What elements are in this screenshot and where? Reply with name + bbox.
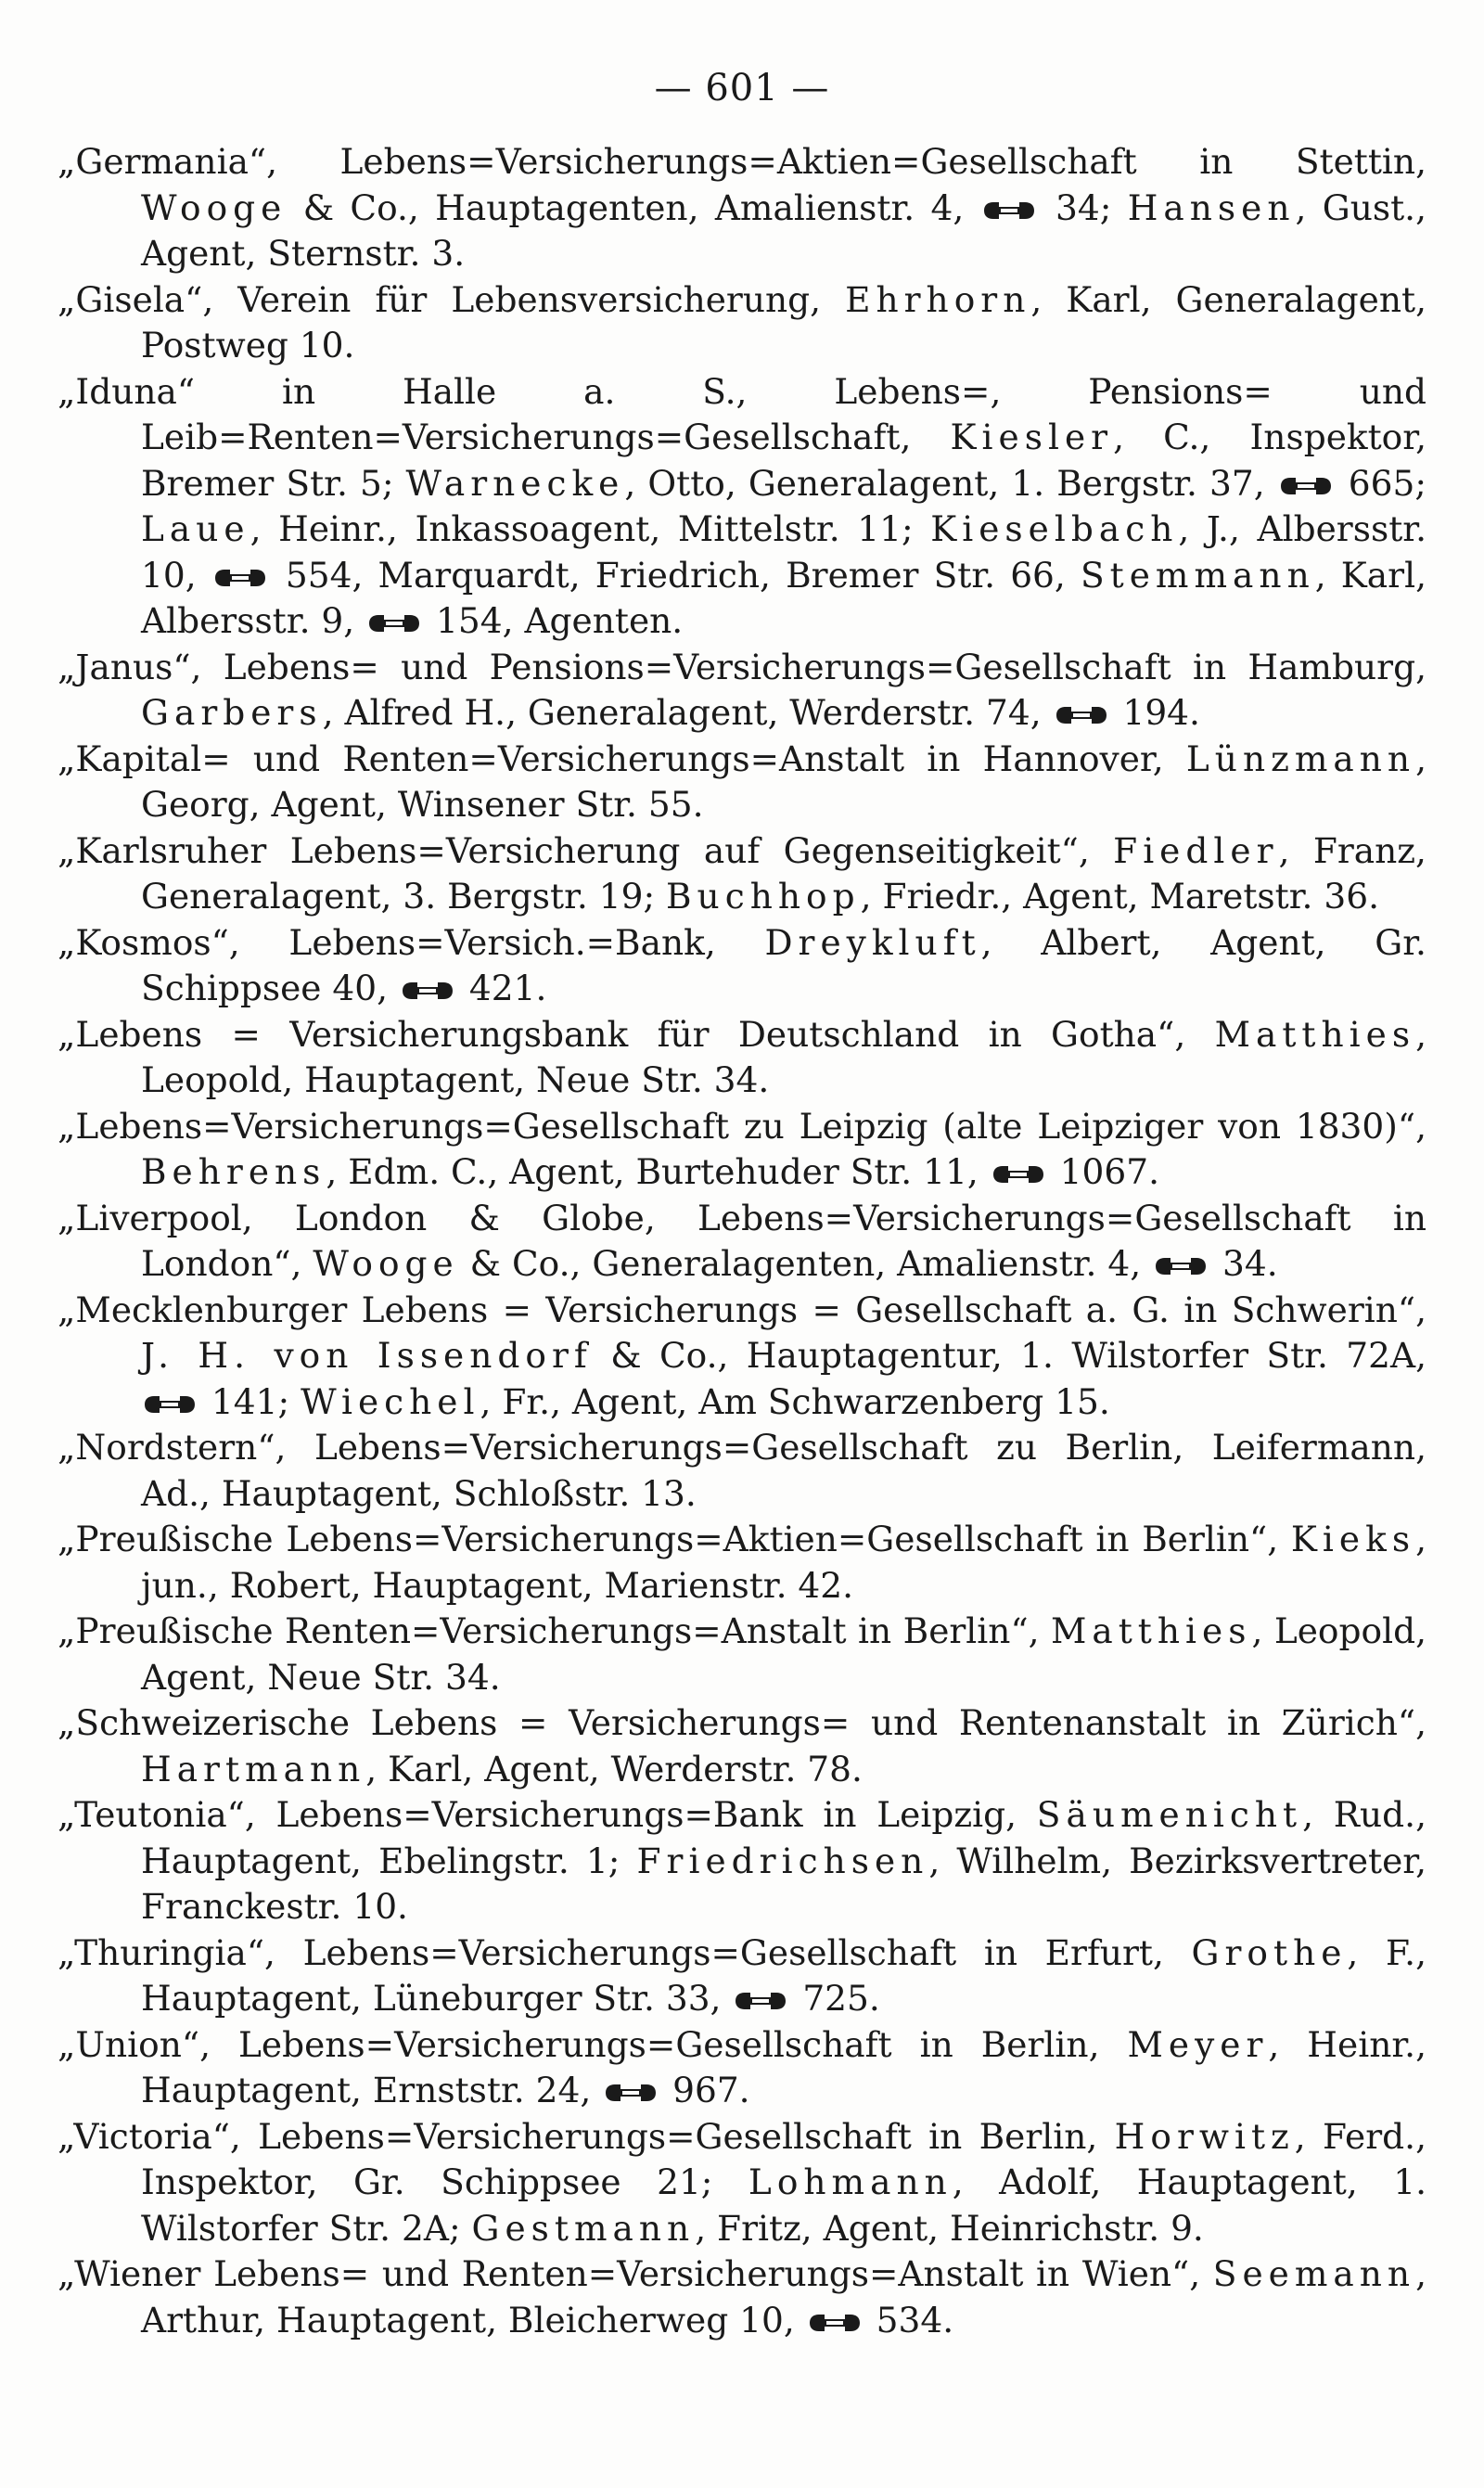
telephone-icon: [143, 1393, 197, 1416]
directory-entry: [58, 1609, 1426, 1700]
entry-text: , Karl, Generalagent, Postweg 10.: [141, 278, 1427, 366]
entry-text: 194.: [1122, 692, 1200, 733]
directory-entry: [58, 2251, 1426, 2343]
directory-entry: [58, 2114, 1426, 2252]
entry-name-spaced: Stemmann: [1080, 554, 1315, 596]
entry-text: „Preußische Renten=Versicherungs=Anstalt in Berlin“,: [58, 1610, 1051, 1651]
entry-name-spaced: Kieselbach: [930, 508, 1179, 549]
entry-text: „Kosmos“, Lebens=Versich.=Bank,: [58, 921, 765, 963]
entry-text: „Teutonia“, Lebens=Versicherungs=Bank in Leipzig,: [58, 1794, 1037, 1835]
entry-name-spaced: Dreykluft: [764, 921, 981, 963]
directory-entry: [58, 1930, 1426, 2022]
directory-entry: [58, 139, 1426, 277]
entry-text: , F., Hauptagent, Lüneburger Str. 33,: [141, 1931, 1427, 2019]
entry-text: 154, Agenten.: [436, 600, 684, 641]
entry-text: 725.: [802, 1978, 880, 2019]
entry-text: „Wiener Lebens= und Renten=Versicherungs=Anstalt in Wien“,: [58, 2253, 1213, 2294]
entry-text: , Heinr., Hauptagent, Ernststr. 24,: [141, 2023, 1426, 2110]
entry-text: „Liverpool, London & Globe, Lebens=Versicherungs=Gesellschaft in London“,: [58, 1197, 1426, 1284]
entry-text: & Co., Generalagenten, Amalienstr. 4,: [458, 1243, 1153, 1284]
entry-text: , Alfred H., Generalagent, Werderstr. 74,: [322, 692, 1053, 733]
entry-name-spaced: Matthies: [1214, 1013, 1416, 1055]
directory-entry: [58, 2022, 1426, 2114]
directory-entry: [58, 1196, 1426, 1288]
entry-text: 1067.: [1059, 1151, 1159, 1192]
entry-text: , Fritz, Agent, Heinrichstr. 9.: [695, 2207, 1204, 2249]
entry-name-spaced: Laue: [141, 508, 250, 549]
entry-text: „Lebens=Versicherungs=Gesellschaft zu Leipzig (alte Leipziger von 1830)“,: [58, 1105, 1426, 1147]
entry-name-spaced: Wiechel: [301, 1380, 480, 1422]
entry-name-spaced: Buchhop: [666, 876, 861, 917]
telephone-icon: [1055, 704, 1108, 726]
entry-text: , jun., Robert, Hauptagent, Marienstr. 42.: [141, 1519, 1426, 1606]
entry-text: , Otto, Generalagent, 1. Bergstr. 37,: [624, 462, 1277, 504]
entry-name-spaced: Säumenicht: [1036, 1794, 1303, 1835]
entry-text: „Victoria“, Lebens=Versicherungs=Gesellschaft in Berlin,: [58, 2115, 1115, 2157]
entry-text: „Union“, Lebens=Versicherungs=Gesellschaft in Berlin,: [58, 2023, 1128, 2065]
entry-name-spaced: Garbers: [141, 692, 323, 733]
entry-name-spaced: Behrens: [141, 1151, 326, 1192]
entry-name-spaced: Horwitz: [1114, 2115, 1295, 2157]
directory-entry: [58, 645, 1426, 737]
entry-text: , Wilhelm, Bezirksvertreter, Franckestr. 10.: [141, 1840, 1426, 1927]
telephone-icon: [982, 199, 1036, 222]
entry-text: , Heinr., Inkassoagent, Mittelstr. 11;: [249, 508, 931, 549]
directory-entry: [58, 1288, 1426, 1426]
entry-name-spaced: Hartmann: [141, 1748, 366, 1789]
entry-text: 421.: [468, 968, 547, 1008]
entry-text: „Germania“, Lebens=Versicherungs=Aktien=Gesellschaft in Stettin,: [58, 141, 1426, 182]
entry-name-spaced: J. H. von Issendorf: [141, 1335, 593, 1376]
entry-name-spaced: Lünzmann: [1185, 737, 1416, 779]
entry-name-spaced: Friedrichsen: [636, 1840, 929, 1881]
directory-entry: [58, 1792, 1426, 1930]
entry-text: , Karl, Agent, Werderstr. 78.: [365, 1748, 863, 1789]
telephone-icon: [367, 612, 421, 635]
entry-text: , Edm. C., Agent, Burtehuder Str. 11,: [326, 1151, 990, 1192]
telephone-icon: [604, 2082, 658, 2104]
telephone-icon: [734, 1990, 787, 2012]
directory-entry: [58, 1425, 1426, 1517]
entry-name-spaced: Meyer: [1127, 2023, 1269, 2065]
entry-text: , Adolf, Hauptagent, 1. Wilstorfer Str. 2A;: [141, 2161, 1427, 2249]
entry-text: , Rud., Hauptagent, Ebelingstr. 1;: [141, 1794, 1426, 1881]
entry-text: „Gisela“, Verein für Lebensversicherung,: [58, 278, 846, 320]
entry-text: , Arthur, Hauptagent, Bleicherweg 10,: [141, 2253, 1426, 2341]
entry-text: , Franz, Generalagent, 3. Bergstr. 19;: [141, 829, 1426, 917]
entry-text: „Janus“, Lebens= und Pensions=Versicherungs=Gesellschaft in Hamburg,: [58, 646, 1426, 687]
telephone-icon: [1279, 475, 1333, 497]
entry-text: „Karlsruher Lebens=Versicherung auf Gegenseitigkeit“,: [58, 829, 1114, 871]
telephone-icon: [991, 1163, 1045, 1186]
entry-text: , C., Inspektor, Bremer Str. 5;: [141, 417, 1426, 504]
entry-text: , Leopold, Hauptagent, Neue Str. 34.: [141, 1013, 1426, 1100]
entry-text: 534.: [876, 2299, 954, 2341]
entry-name-spaced: Hansen: [1127, 186, 1296, 228]
directory-entry: [58, 1517, 1426, 1609]
entry-text: , Leopold, Agent, Neue Str. 34.: [141, 1610, 1426, 1698]
directory-entry: [58, 920, 1426, 1012]
entry-text: 554, Marquardt, Friedrich, Bremer Str. 66,: [285, 554, 1081, 596]
telephone-icon: [808, 2312, 862, 2334]
entry-text: „Preußische Lebens=Versicherungs=Aktien=Gesellschaft in Berlin“,: [58, 1519, 1291, 1559]
entry-name-spaced: Seemann: [1212, 2253, 1416, 2294]
entry-text: 34.: [1222, 1243, 1278, 1284]
entry-text: „Kapital= und Renten=Versicherungs=Anstalt in Hannover,: [58, 737, 1186, 779]
entry-text: , Albert, Agent, Gr. Schippsee 40,: [141, 921, 1426, 1008]
page-number: — 601 —: [654, 67, 830, 109]
directory-entry: [58, 1700, 1426, 1792]
entry-name-spaced: Kieks: [1290, 1519, 1416, 1559]
entry-text: & Co., Hauptagenten, Amalienstr. 4,: [287, 186, 980, 228]
entry-name-spaced: Kiesler: [950, 417, 1114, 457]
entry-text: „Iduna“ in Halle a. S., Lebens=, Pensions= und Leib=Renten=Versicherungs=Gesellschaft,: [58, 370, 1426, 457]
directory-entry: [58, 1012, 1426, 1104]
directory-entry: [58, 737, 1426, 828]
entry-text: , Friedr., Agent, Maretstr. 36.: [860, 876, 1380, 917]
directory-entry: [58, 1104, 1426, 1196]
entry-name-spaced: Fiedler: [1113, 829, 1279, 871]
entry-text: „Lebens = Versicherungsbank für Deutschland in Gotha“,: [58, 1013, 1215, 1055]
entry-name-spaced: Grothe: [1191, 1931, 1348, 1973]
entry-name-spaced: Ehrhorn: [845, 278, 1031, 320]
telephone-icon: [1154, 1255, 1208, 1277]
entry-text: , Ferd., Inspektor, Gr. Schippsee 21;: [141, 2115, 1426, 2202]
entry-text: 967.: [672, 2070, 750, 2110]
entry-name-spaced: Lohmann: [748, 2161, 953, 2202]
entry-text: 141;: [211, 1380, 301, 1422]
entry-name-spaced: Wooge: [313, 1243, 459, 1284]
entry-list: [58, 139, 1426, 2343]
directory-entry: [58, 277, 1426, 369]
entry-name-spaced: Gestmann: [471, 2207, 696, 2249]
entry-text: 665;: [1348, 462, 1427, 504]
entry-name-spaced: Wooge: [141, 186, 288, 228]
entry-text: 34;: [1055, 186, 1128, 228]
telephone-icon: [213, 567, 267, 589]
entry-text: , Georg, Agent, Winsener Str. 55.: [141, 737, 1426, 825]
directory-entry: [58, 369, 1426, 645]
entry-text: , J., Albersstr. 10,: [141, 508, 1426, 596]
telephone-icon: [401, 980, 454, 1002]
entry-text: , Fr., Agent, Am Schwarzenberg 15.: [480, 1380, 1110, 1422]
entry-text: , Gust., Agent, Sternstr. 3.: [141, 186, 1427, 274]
directory-entry: [58, 828, 1426, 920]
entry-text: „Nordstern“, Lebens=Versicherungs=Gesellschaft zu Berlin, Leifermann, Ad., Hauptagent, Schloßstr. 13.: [58, 1427, 1426, 1514]
entry-text: „Thuringia“, Lebens=Versicherungs=Gesellschaft in Erfurt,: [58, 1931, 1192, 1973]
entry-name-spaced: Warnecke: [405, 462, 625, 504]
entry-text: „Mecklenburger Lebens = Versicherungs = Gesellschaft a. G. in Schwerin“,: [58, 1289, 1426, 1330]
entry-text: & Co., Hauptagentur, 1. Wilstorfer Str. 72A,: [592, 1335, 1426, 1376]
entry-text: „Schweizerische Lebens = Versicherungs= und Rentenanstalt in Zürich“,: [58, 1702, 1426, 1743]
entry-name-spaced: Matthies: [1050, 1610, 1252, 1651]
entry-text: , Karl, Albersstr. 9,: [141, 554, 1426, 641]
